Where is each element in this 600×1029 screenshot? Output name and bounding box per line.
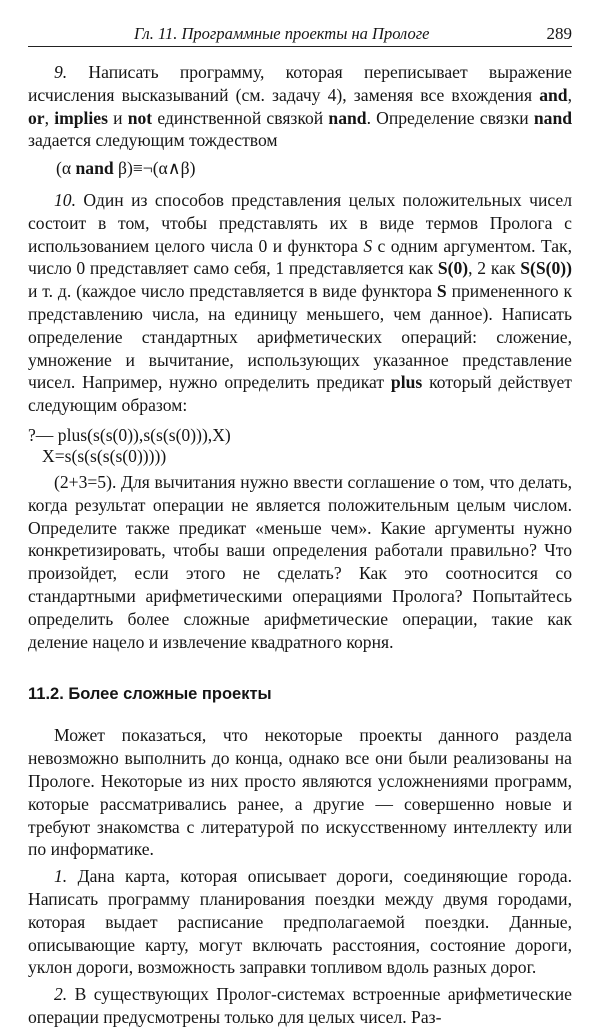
exercise-10-continuation: (2+3=5). Для вычитания нужно ввести соглашение о том, что делать, когда результат операции не является положительным целым числом. Определите также предикат «меньше чем». Какие аргументы нужно конкретизировать, чтобы ваши определения работали правильно? Что произойдет, если этого не сделать? Как это соотносится со стандартными арифметическими операциями Пролога? Попытайтесь определить более сложные арифметические операции, такие как деление нацело и извлечение квадратного корня. [28, 471, 572, 652]
predicate-plus: plus [390, 372, 423, 393]
section-intro-paragraph: Может показаться, что некоторые проекты данного раздела невозможно выполнить до конца, однако все они были реализованы на Прологе. Некоторые из них просто являются усложнениями программ, которые рассматривались ранее, а другие — совершенно новые и требуют знакомства с литературой по искусственному интеллекту или по информатике. [28, 725, 572, 860]
keyword-not: not [127, 107, 153, 128]
exercise-10-paragraph: 10. Один из способов представления целых положительных чисел состоит в том, чтобы представлять их в виде термов Пролога с использованием целого числа 0 и функтора S с одним аргументом. Так, число 0 представляет само себя, 1 представляется как S(0), 2 как S(S(0)) и т. д. (каждое число представляется в виде функтора S примененного к представлению числа, на единицу меньшего, чем данное). Написать определение стандартных арифметических операций: сложение, умножение и вычитание, использующих указанное представление чисел. Например, нужно определить предикат plus который действует следующим образом: [28, 189, 573, 416]
project-2-paragraph: 2. В существующих Пролог-системах встроенные арифметические операции предусмотрены только для целых чисел. Раз- [28, 984, 572, 1027]
project-1-number: 1. [54, 866, 68, 887]
page-number: 289 [546, 24, 572, 43]
keyword-nand-2: nand [533, 107, 573, 128]
keyword-nand: nand [328, 107, 367, 128]
page-header [28, 20, 572, 47]
project-2-number: 2. [54, 984, 68, 1005]
book-page [28, 20, 572, 1029]
exercise-9-paragraph: 9. Написать программу, которая переписывает выражение исчисления высказываний (см. задачу 4), заменяя все вхождения and, or, implies и not единственной связкой nand. Определение связки nand задается следующим тождеством [28, 62, 573, 151]
exercise-10-number: 10. [54, 189, 76, 210]
running-title: Гл. 11. Программные проекты на Прологе [134, 24, 430, 43]
keyword-and: and [539, 84, 568, 105]
keyword-or: or [28, 107, 45, 128]
keyword-implies: implies [54, 107, 108, 128]
project-1-paragraph: 1. Дана карта, которая описывает дороги, соединяющие города. Написать программу планирования поездки между двумя городами, которая выдает расписание предполагаемой поездки. Данные, описывающие карту, могут включать расстояния, состояние дороги, уклон дороги, возможность заправки топливом вдоль разных дорог. [28, 866, 572, 978]
exercise-9-number: 9. [54, 62, 68, 82]
nand-identity-formula: (α nand β)≡¬(α∧β) [56, 158, 196, 179]
code-line-answer: X=s(s(s(s(s(0))))) [42, 445, 167, 466]
code-line-query: ?— plus(s(s(0)),s(s(s(0))),X) [28, 424, 231, 445]
prolog-query-example [28, 425, 572, 467]
section-heading: 11.2. Более сложные проекты [28, 685, 272, 704]
